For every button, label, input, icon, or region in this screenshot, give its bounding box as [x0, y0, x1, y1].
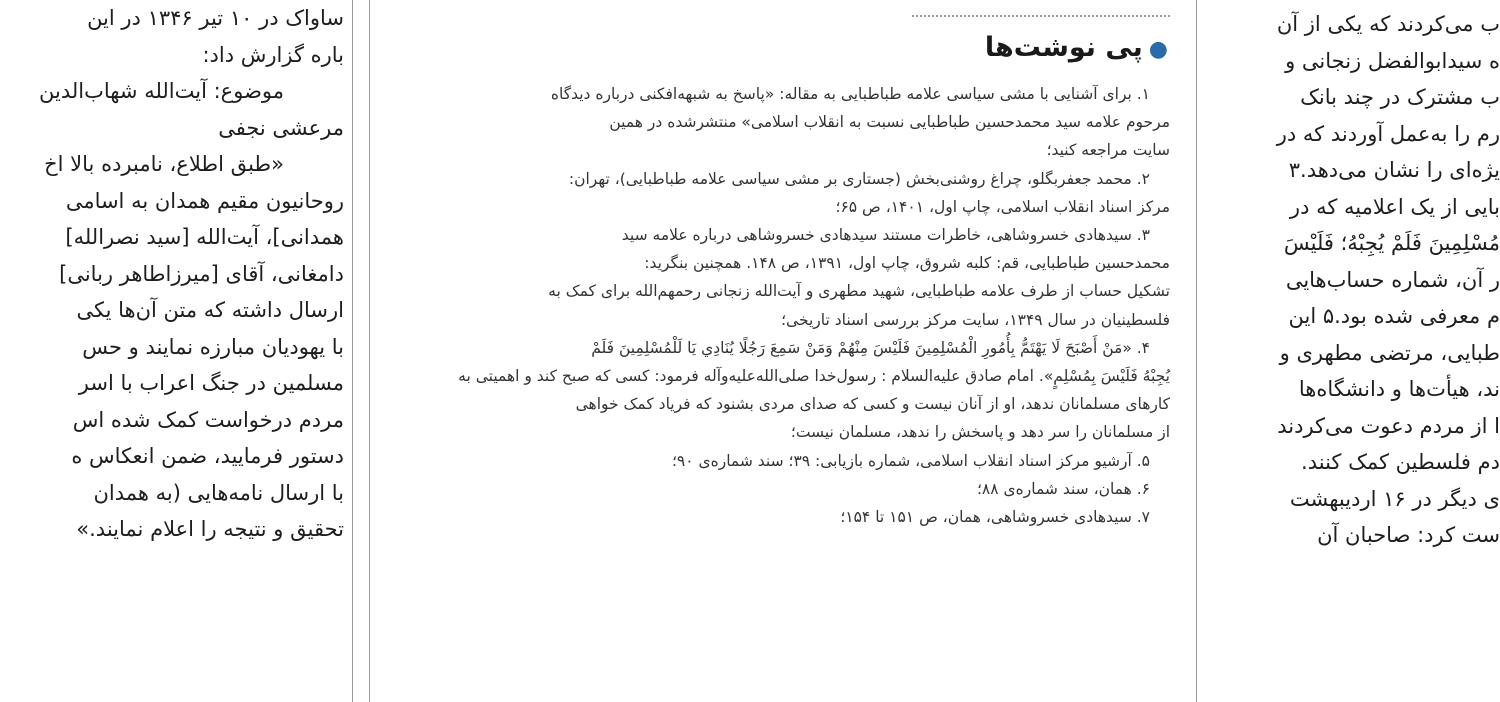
footnote-line: سایت مراجعه کنید؛: [1046, 141, 1170, 160]
footnote-line: کارهای مسلمانان ندهد، او از آنان نیست و کسی که صدای مردی بشنود که فریاد کمک خواهی: [575, 395, 1170, 414]
left-line: باره گزارش داد:: [202, 42, 344, 67]
left-text-column: [0, 0, 344, 702]
right-line: رم را به‌عمل آوردند که در: [1276, 121, 1500, 146]
left-line: تحقیق و نتیجه را اعلام نمایند.»: [76, 517, 344, 541]
footnote-line: فلسطینیان در سال ۱۳۴۹، سایت مرکز بررسی اسناد تاریخی؛: [781, 310, 1170, 329]
right-line: ند، هیأت‌ها و دانشگاه‌ها: [1298, 377, 1500, 401]
left-line: روحانیون مقیم همدان به اسامی: [65, 188, 344, 213]
left-line: مسلمین در جنگ اعراب با اسر: [78, 371, 344, 395]
footnote-line: يُجِبْهُ فَلَيْسَ بِمُسْلِمٍ». امام صادق علیه‌السلام : رسول‌خدا صلی‌الله‌علیه‌وآله فرمود: کسی که صبح کند و اهمیتی به: [458, 367, 1170, 386]
footnotes-list: [380, 80, 1170, 531]
left-line: دستور فرمایید، ضمن انعکاس ه: [71, 444, 344, 468]
column-divider: [369, 0, 370, 702]
right-column-body: [1208, 6, 1500, 554]
right-line: ست کرد: صاحبان آن: [1317, 523, 1500, 547]
footnote-line: از مسلمانان را سر دهد و پاسخش را ندهد، مسلمان نیست؛: [790, 423, 1170, 442]
right-line: ر آن، شماره حساب‌هایی: [1285, 267, 1500, 292]
footnote-line: ۱. برای آشنایی با مشی سیاسی علامه طباطبایی به مقاله: «پاسخ به شبهه‌افکنی درباره دیدگاه: [550, 85, 1150, 103]
right-line: م معرفی شده بود.۵ این: [1288, 304, 1500, 328]
footnote-line: مرکز اسناد انقلاب اسلامی، چاپ اول، ۱۴۰۱، ص ۶۵؛: [835, 197, 1170, 216]
footnote-line: مرحوم علامه سید محمدحسین طباطبایی نسبت به انقلاب اسلامی» منتشرشده در همین: [609, 113, 1170, 132]
right-line: یژه‌ای را نشان می‌دهد.۳: [1288, 158, 1500, 182]
right-text-column: [1208, 0, 1500, 702]
column-divider: [352, 0, 353, 702]
footnotes-column: [378, 0, 1190, 702]
footnote-line: ۵. آرشیو مرکز اسناد انقلاب اسلامی، شماره بازیابی: ۳۹؛ سند شماره‌ی ۹۰؛: [671, 451, 1150, 470]
right-line: مُسْلِمِينَ فَلَمْ يُجِبْهُ؛ فَلَيْسَ: [1283, 231, 1500, 255]
footnote-line: ۳. سیدهادی خسروشاهی، خاطرات مستند سیدهادی خسروشاهی درباره علامه سید: [621, 226, 1150, 245]
right-line: دم فلسطین کمک کنند.: [1301, 450, 1500, 474]
left-column-body: [0, 0, 344, 548]
left-line: ارسال داشته که متن آن‌ها یکی: [76, 298, 344, 322]
left-line: با یهودیان مبارزه نمایند و حس: [82, 334, 344, 359]
footnote-line: ۲. محمد جعفربگلو، چراغ روشنی‌بخش (جستاری بر مشی سیاسی علامه طباطبایی)، تهران:: [568, 169, 1150, 188]
footnote-line: ۶. همان، سند شماره‌ی ۸۸؛: [976, 479, 1150, 498]
right-line: ب مشترک در چند بانک: [1300, 85, 1500, 109]
right-line: بایی از یک اعلامیه که در: [1289, 194, 1500, 219]
left-line: «طبق اطلاع، نامبرده بالا اخ: [44, 152, 284, 176]
left-line: موضوع: آیت‌الله شهاب‌الدین: [38, 79, 284, 103]
right-line: ه سیدابوالفضل زنجانی و: [1285, 48, 1500, 73]
dotted-separator: [912, 15, 1170, 17]
footnote-line: ۴. «مَنْ أَصْبَحَ لَا يَهْتَمُّ بِأُمُورِ الْمُسْلِمِينَ فَلَيْسَ مِنْهُمْ وَمَنْ سَمِعَ رَجُلًا يُنَادِي يَا لَلْمُسْلِمِينَ فَلَمْ: [591, 338, 1150, 357]
right-line: ی دیگر در ۱۶ اردیبهشت: [1289, 486, 1500, 511]
bullet-icon: ●: [1148, 37, 1168, 62]
left-line: دامغانی، آقای [میرزاطاهر ربانی]: [59, 261, 344, 286]
left-line: همدانی]، آیت‌الله [سید نصرالله]: [65, 225, 344, 249]
footnote-line: ۷. سیدهادی خسروشاهی، همان، ص ۱۵۱ تا ۱۵۴؛: [840, 508, 1150, 527]
footnote-line: محمدحسین طباطبایی، قم: کلبه شروق، چاپ اول، ۱۳۹۱، ص ۱۴۸. همچنین بنگرید:: [644, 254, 1170, 273]
column-divider: [1196, 0, 1197, 702]
right-line: طبایی، مرتضی مطهری و: [1279, 340, 1500, 365]
footnotes-heading: [985, 32, 1168, 63]
footnotes-heading-text: پی نوشت‌ها: [984, 32, 1143, 63]
left-line: مرعشی نجفی: [218, 115, 344, 140]
left-line: ساواک در ۱۰ تیر ۱۳۴۶ در این: [87, 6, 344, 30]
left-line: با ارسال نامه‌هایی (به همدان: [93, 480, 344, 505]
footnote-line: تشکیل حساب از طرف علامه طباطبایی، شهید مطهری و آیت‌الله زنجانی رحمهم‌الله برای کمک به: [548, 282, 1170, 301]
right-line: ب می‌کردند که یکی از آن: [1276, 12, 1500, 36]
left-line: مردم درخواست کمک شده اس: [72, 407, 344, 432]
right-line: ا از مردم دعوت می‌کردند: [1277, 413, 1500, 438]
